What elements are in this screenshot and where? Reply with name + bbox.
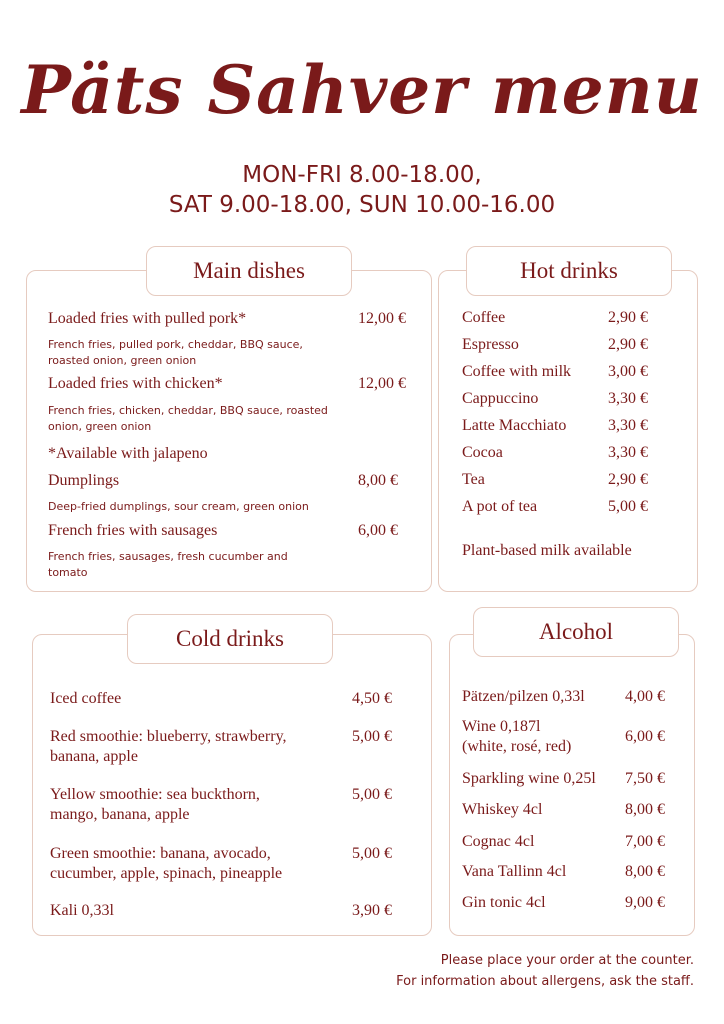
item-name: Coffee — [462, 309, 506, 326]
item-price: 3,90 € — [352, 902, 392, 919]
item-name: Iced coffee — [50, 690, 122, 707]
item-name: Cappuccino — [462, 390, 539, 407]
item-price: 2,90 € — [608, 471, 648, 488]
item-name: Coffee with milk — [462, 363, 572, 380]
footer-notice — [396, 950, 694, 992]
item-name: A pot of tea — [462, 498, 538, 515]
cold-drinks-heading: Cold drinks — [127, 614, 333, 664]
item-name: Espresso — [462, 336, 519, 353]
item-price: 7,00 € — [625, 833, 665, 850]
item-name-line2: cucumber, apple, spinach, pineapple — [50, 865, 283, 882]
jalapeno-note: *Available with jalapeno — [48, 445, 208, 462]
item-price: 5,00 € — [352, 786, 392, 803]
item-price: 6,00 € — [625, 728, 665, 745]
item-name-line2: (white, rosé, red) — [462, 738, 572, 755]
item-description: French fries, pulled pork, cheddar, BBQ sauce, roasted onion, green onion — [48, 338, 303, 367]
menu-item — [462, 862, 682, 882]
menu-item — [48, 472, 418, 492]
item-name-line1: Red smoothie: blueberry, strawberry, — [50, 728, 287, 745]
menu-item — [48, 310, 418, 330]
menu-item — [462, 800, 682, 820]
item-price: 5,00 € — [352, 728, 392, 745]
item-name-line1: Yellow smoothie: sea buckthorn, — [50, 786, 260, 803]
item-price: 5,00 € — [608, 498, 648, 515]
menu-item — [462, 363, 672, 383]
item-price: 6,00 € — [358, 522, 398, 539]
menu-item — [462, 390, 672, 410]
menu-item — [462, 498, 672, 518]
item-price: 12,00 € — [358, 310, 406, 327]
item-price: 3,30 € — [608, 444, 648, 461]
item-name-line2: mango, banana, apple — [50, 806, 190, 823]
opening-hours — [0, 160, 724, 220]
item-price: 4,50 € — [352, 690, 392, 707]
menu-item — [50, 785, 420, 827]
item-price: 5,00 € — [352, 845, 392, 862]
item-price: 4,00 € — [625, 688, 665, 705]
hours-line-weekdays: MON-FRI 8.00-18.00, — [242, 162, 482, 188]
item-price: 3,30 € — [608, 417, 648, 434]
item-name: Loaded fries with pulled pork* — [48, 310, 247, 327]
item-price: 8,00 € — [625, 801, 665, 818]
item-name-line1: Green smoothie: banana, avocado, — [50, 845, 271, 862]
main-dishes-heading: Main dishes — [146, 246, 352, 296]
menu-item — [462, 893, 682, 913]
item-name: Cocoa — [462, 444, 503, 461]
item-description: French fries, chicken, cheddar, BBQ sauce, roasted onion, green onion — [48, 404, 328, 433]
item-name: Loaded fries with chicken* — [48, 375, 223, 392]
item-price: 9,00 € — [625, 894, 665, 911]
item-name-line2: banana, apple — [50, 748, 138, 765]
menu-item — [462, 832, 682, 852]
item-name: Pätzen/pilzen 0,33l — [462, 688, 585, 705]
menu-title: Päts Sahver menu — [21, 51, 703, 129]
hours-line-weekend: SAT 9.00-18.00, SUN 10.00-16.00 — [168, 192, 556, 218]
item-name: Gin tonic 4cl — [462, 894, 546, 911]
item-name: Kali 0,33l — [50, 902, 114, 919]
menu-item — [462, 417, 672, 437]
plant-milk-note: Plant-based milk available — [462, 542, 632, 559]
item-name: French fries with sausages — [48, 522, 218, 539]
item-price: 3,30 € — [608, 390, 648, 407]
menu-item — [50, 844, 420, 886]
menu-item — [462, 769, 682, 789]
menu-item — [462, 717, 682, 759]
item-name: Latte Macchiato — [462, 417, 567, 434]
item-price: 2,90 € — [608, 336, 648, 353]
item-name: Vana Tallinn 4cl — [462, 863, 567, 880]
item-description: French fries, sausages, fresh cucumber and tomato — [48, 550, 288, 579]
alcohol-heading: Alcohol — [473, 607, 679, 657]
item-price: 7,50 € — [625, 770, 665, 787]
item-name: Cognac 4cl — [462, 833, 535, 850]
item-name: Tea — [462, 471, 485, 488]
menu-item — [462, 687, 682, 707]
menu-item — [50, 689, 420, 709]
hot-drinks-heading: Hot drinks — [466, 246, 672, 296]
item-price: 3,00 € — [608, 363, 648, 380]
item-price: 8,00 € — [358, 472, 398, 489]
menu-item — [462, 336, 672, 356]
item-price: 12,00 € — [358, 375, 406, 392]
menu-item — [50, 727, 420, 769]
menu-item — [48, 375, 418, 395]
menu-item — [462, 471, 672, 491]
footer-allergen-note: For information about allergens, ask the staff. — [396, 974, 694, 989]
item-price: 8,00 € — [625, 863, 665, 880]
menu-item — [462, 309, 672, 329]
footer-order-note: Please place your order at the counter. — [440, 953, 694, 968]
item-name: Whiskey 4cl — [462, 801, 543, 818]
menu-item — [462, 444, 672, 464]
item-name: Dumplings — [48, 472, 120, 489]
menu-item — [50, 901, 420, 921]
item-name-line1: Wine 0,187l — [462, 718, 541, 735]
menu-item — [48, 522, 418, 542]
item-price: 2,90 € — [608, 309, 648, 326]
item-description: Deep-fried dumplings, sour cream, green onion — [48, 500, 309, 513]
item-name: Sparkling wine 0,25l — [462, 770, 596, 787]
